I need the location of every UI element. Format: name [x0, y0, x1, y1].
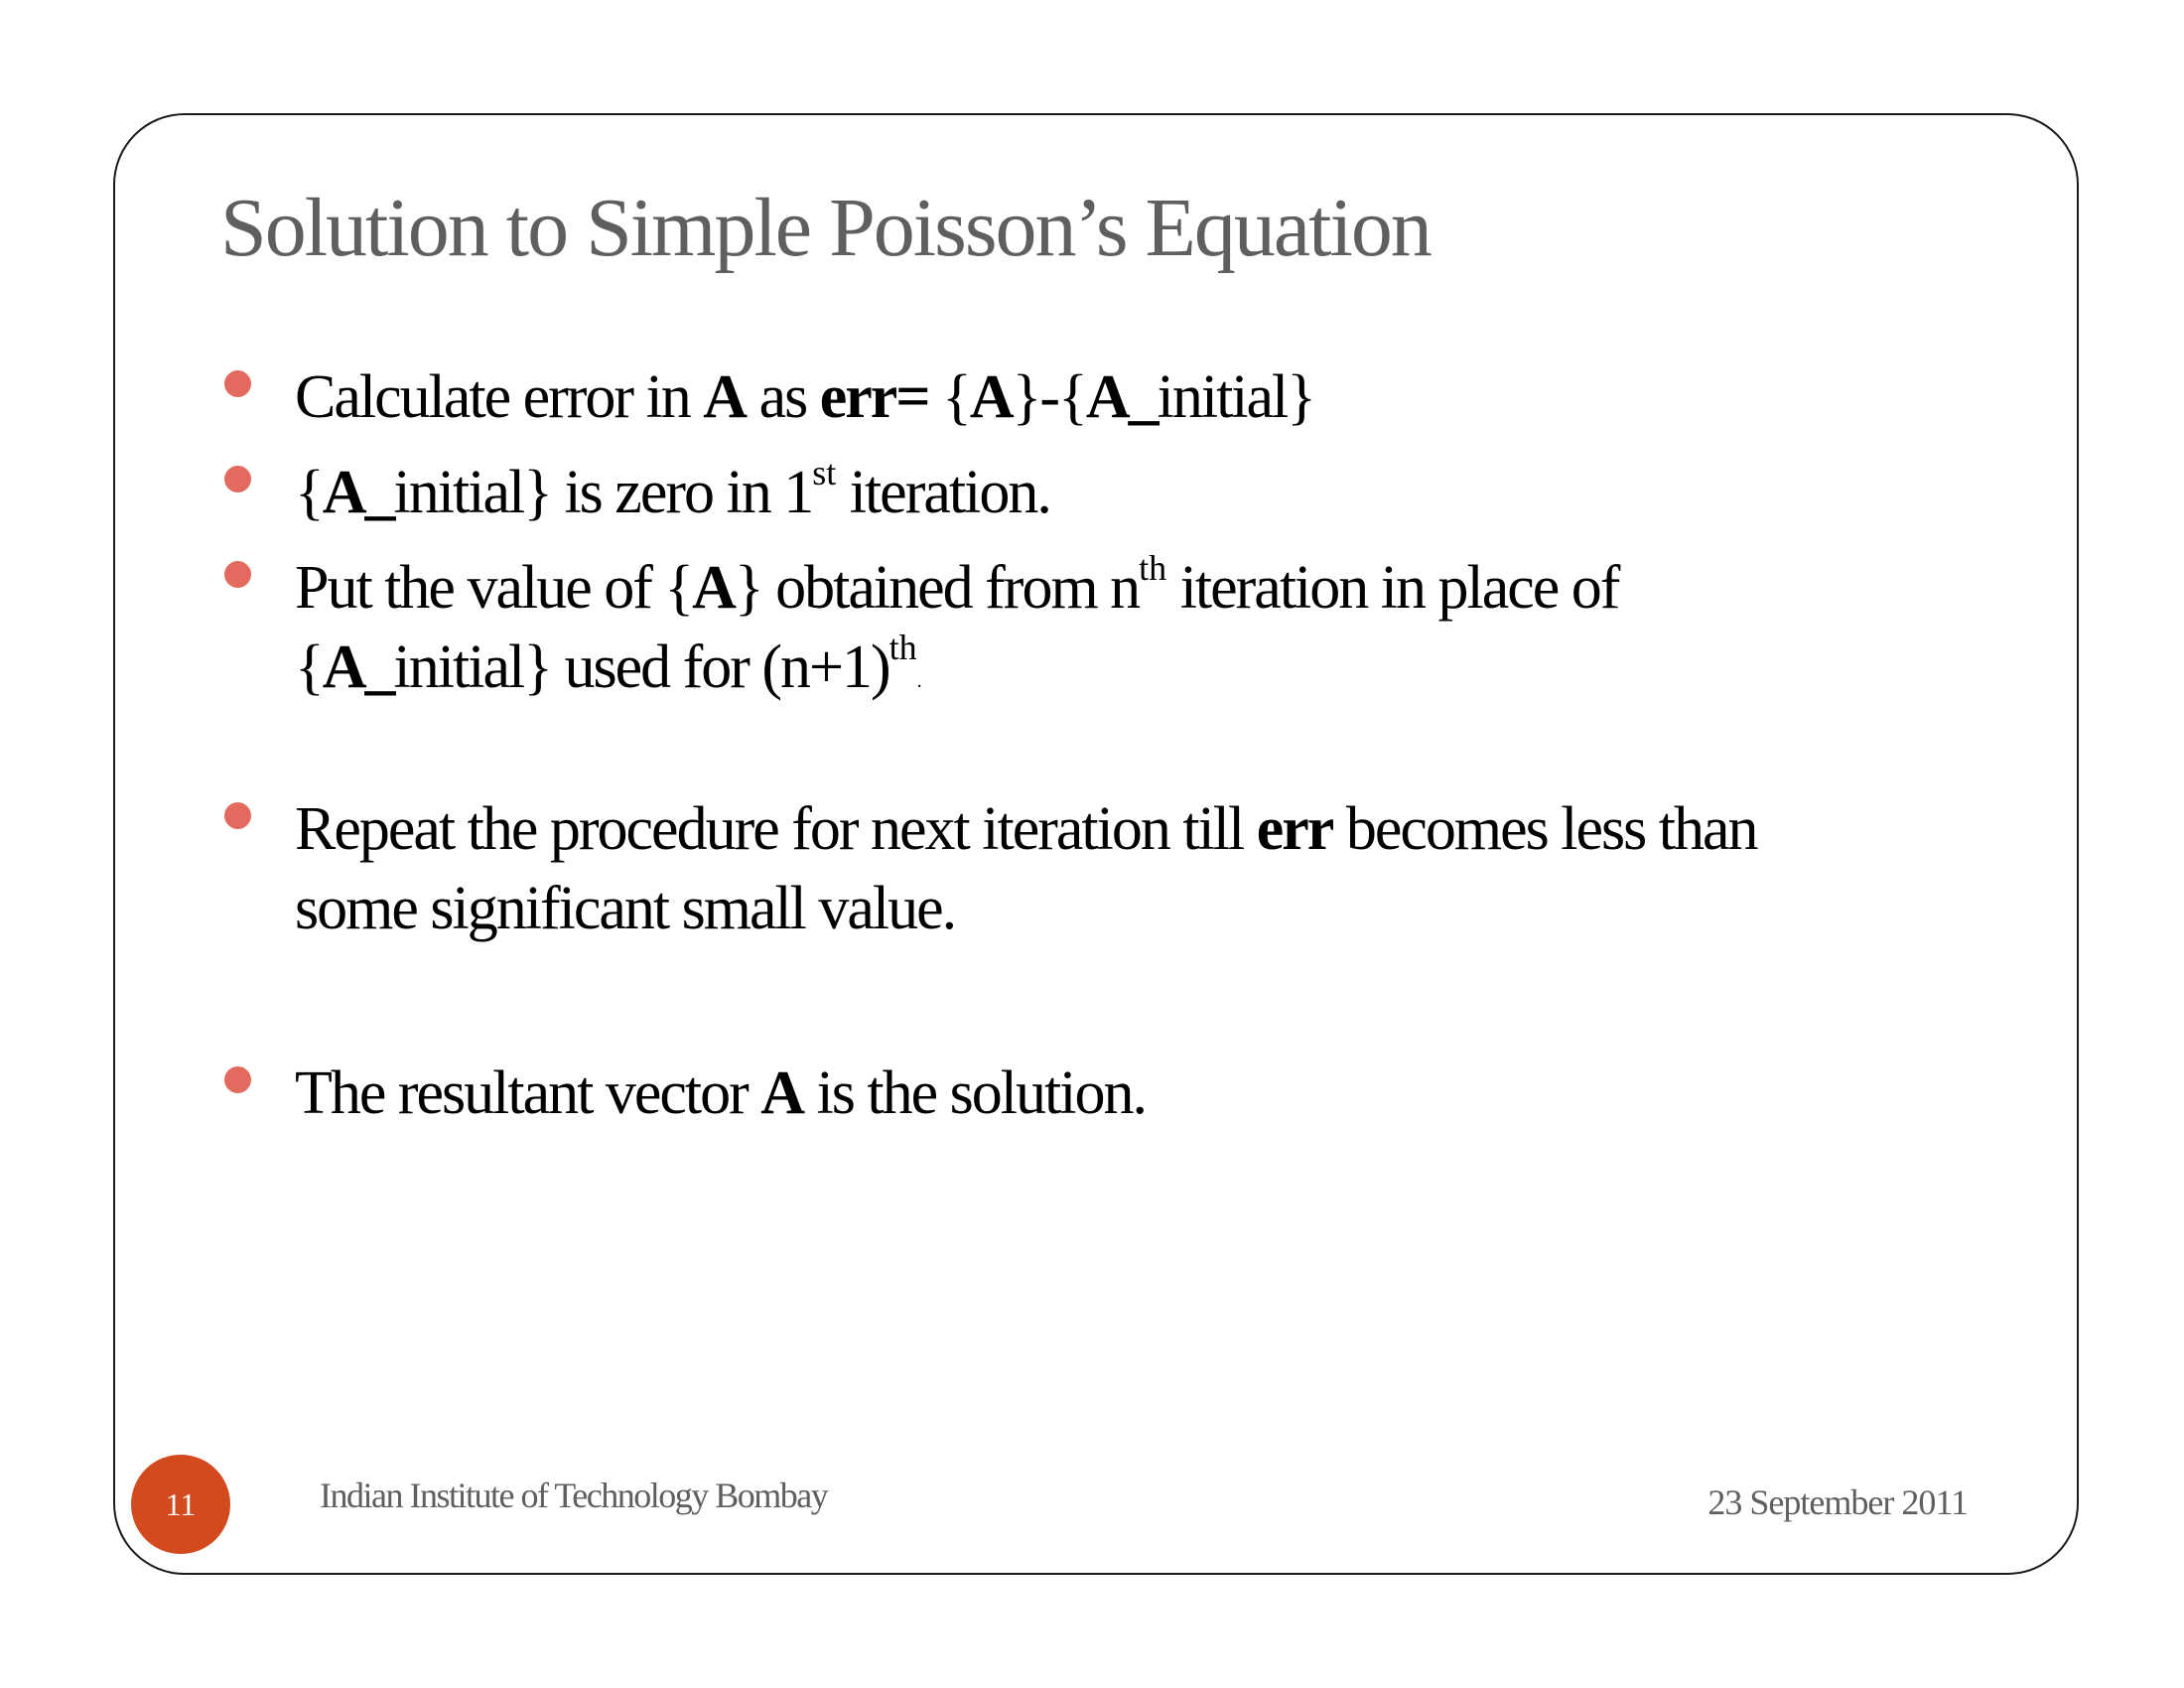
bullet-1-text-d: }-{ [1012, 363, 1086, 431]
bullet-2-bold-a: A_ [322, 459, 394, 526]
bullet-2-text-c: iteration. [836, 459, 1050, 526]
bullet-2-superscript: st [812, 453, 837, 492]
bullet-3-line2-text-c: . [916, 670, 920, 692]
bullet-1-text-e: initial} [1157, 363, 1315, 431]
bullet-5-bold-a: A [760, 1059, 804, 1127]
bullet-2-text-a: { [295, 459, 323, 526]
bullet-3-text-a: Put the value of { [295, 554, 693, 622]
bullet-marker-4 [224, 802, 251, 829]
bullet-4-bold-a: err [1256, 795, 1333, 863]
bullet-1-bold-b: err= [819, 363, 929, 431]
bullet-1-bold-c: A [969, 363, 1013, 431]
footer-institution: Indian Institute of Technology Bombay [320, 1476, 828, 1515]
bullet-marker-3 [224, 561, 251, 588]
bullet-text-4-line-2 [295, 869, 955, 948]
footer-date: 23 September 2011 [1707, 1482, 1968, 1522]
bullet-text-1 [295, 357, 1314, 437]
bullet-3-bold-a: A [692, 554, 735, 622]
bullet-1-bold-d: A_ [1085, 363, 1158, 431]
bullet-1-text-c: { [928, 363, 970, 431]
bullet-3-line2-bold-a: A_ [322, 633, 394, 701]
bullet-5-text-a: The resultant vector [295, 1059, 761, 1127]
bullet-text-2 [295, 453, 1050, 532]
page-number-badge: 11 [131, 1455, 230, 1554]
bullet-marker-2 [224, 466, 251, 492]
bullet-1-text-a: Calculate error in [295, 363, 704, 431]
bullet-3-superscript-a: th [1139, 548, 1167, 588]
bullet-3-text-c: iteration in place of [1166, 554, 1619, 622]
bullet-4-text-a: Repeat the procedure for next iteration till [295, 795, 1257, 863]
bullet-text-5 [295, 1054, 1146, 1133]
bullet-marker-5 [224, 1066, 251, 1093]
bullet-4-text-b: becomes less than [1332, 795, 1757, 863]
bullet-5-text-b: is the solution. [803, 1059, 1146, 1127]
bullet-text-4-line-1 [295, 789, 1756, 869]
bullet-marker-1 [224, 370, 251, 397]
bullet-1-bold-a: A [703, 363, 747, 431]
bullet-4-line2-text: some significant small value. [295, 875, 956, 942]
bullet-3-line2-text-a: { [295, 633, 323, 701]
slide-title: Solution to Simple Poisson’s Equation [220, 182, 1431, 274]
bullet-3-line2-text-b: initial} used for (n+1) [393, 633, 889, 701]
bullet-2-text-b: initial} is zero in 1 [393, 459, 813, 526]
bullet-3-superscript-b: th [888, 628, 917, 667]
bullet-1-text-b: as [746, 363, 820, 431]
bullet-text-3-line-1 [295, 548, 1618, 628]
bullet-text-3-line-2 [295, 628, 920, 721]
bullet-3-text-b: } obtained from n [734, 554, 1140, 622]
